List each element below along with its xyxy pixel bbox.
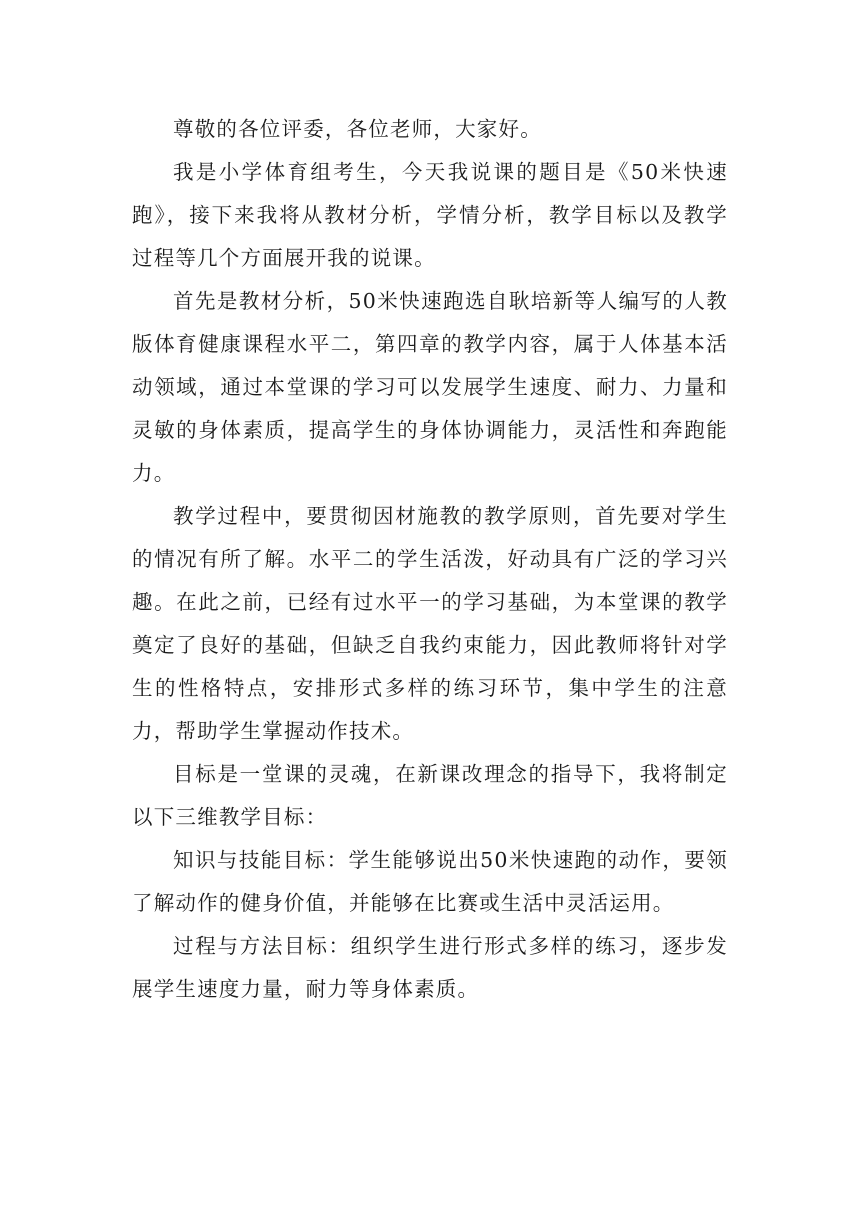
paragraph-introduction: 我是小学体育组考生，今天我说课的题目是《50米快速跑》，接下来我将从教材分析，学情分析，教学目标以及教学过程等几个方面展开我的说课。 bbox=[132, 160, 728, 270]
paragraph-greeting: 尊敬的各位评委，各位老师，大家好。 bbox=[173, 117, 542, 141]
paragraph-teaching-goals: 目标是一堂课的灵魂，在新课改理念的指导下，我将制定以下三维教学目标： bbox=[132, 762, 728, 829]
paragraph-textbook-analysis: 首先是教材分析，50米快速跑选自耿培新等人编写的人教版体育健康课程水平二，第四章的教学内容，属于人体基本活动领域，通过本堂课的学习可以发展学生速度、耐力、力量和灵敏的身体素质，提高学生的身体协调能力，灵活性和奔跑能力。 bbox=[132, 289, 728, 485]
document-body bbox=[132, 108, 728, 1011]
paragraph-knowledge-skill-goal: 知识与技能目标：学生能够说出50米快速跑的动作，要领了解动作的健身价值，并能够在比赛或生活中灵活运用。 bbox=[132, 848, 728, 915]
paragraph-process-method-goal: 过程与方法目标：组织学生进行形式多样的练习，逐步发展学生速度力量，耐力等身体素质。 bbox=[132, 934, 728, 1001]
paragraph-student-analysis: 教学过程中，要贯彻因材施教的教学原则，首先要对学生的情况有所了解。水平二的学生活泼，好动具有广泛的学习兴趣。在此之前，已经有过水平一的学习基础，为本堂课的教学奠定了良好的基础，但缺乏自我约束能力，因此教师将针对学生的性格特点，安排形式多样的练习环节，集中学生的注意力，帮助学生掌握动作技术。 bbox=[132, 504, 728, 743]
